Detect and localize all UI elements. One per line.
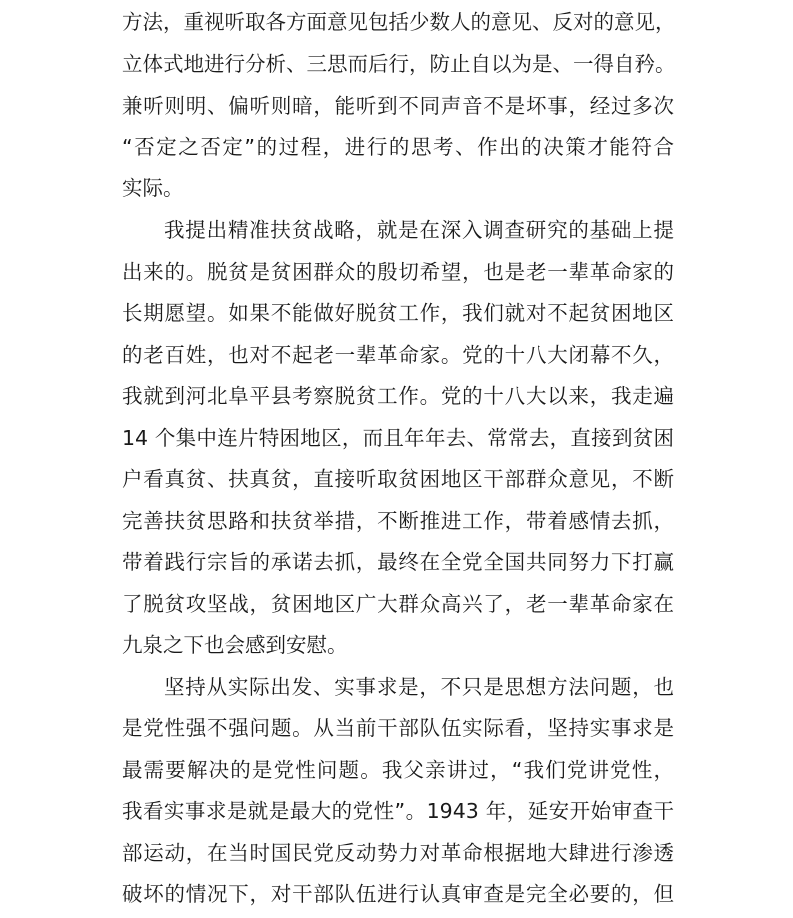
text-line: “否定之否定”的过程，进行的思考、作出的决策才能符合 <box>122 135 674 159</box>
paragraph-first-line: 我提出精准扶贫战略，就是在深入调查研究的基础上提 <box>164 218 674 242</box>
text-line: 方法，重视听取各方面意见包括少数人的意见、反对的意见， <box>122 10 676 34</box>
text-line: 的老百姓，也对不起老一辈革命家。党的十八大闭幕不久， <box>122 343 674 367</box>
text-line: 出来的。脱贫是贫困群众的殷切希望，也是老一辈革命家的 <box>122 260 674 284</box>
text-line: 最需要解决的是党性问题。我父亲讲过，“我们党讲党性， <box>122 758 674 782</box>
paragraph-first-line: 坚持从实际出发、实事求是，不只是思想方法问题，也 <box>164 675 674 699</box>
text-line: 立体式地进行分析、三思而后行，防止自以为是、一得自矜。 <box>122 52 676 76</box>
text-line: 完善扶贫思路和扶贫举措，不断推进工作，带着感情去抓， <box>122 509 674 533</box>
text-line: 了脱贫攻坚战，贫困地区广大群众高兴了，老一辈革命家在 <box>122 592 674 616</box>
text-line: 户看真贫、扶真贫，直接听取贫困地区干部群众意见，不断 <box>122 467 674 491</box>
text-line: 部运动，在当时国民党反动势力对革命根据地大肆进行渗透 <box>122 841 674 865</box>
text-line: 九泉之下也会感到安慰。 <box>122 633 348 657</box>
text-line: 我就到河北阜平县考察脱贫工作。党的十八大以来，我走遍 <box>122 384 674 408</box>
text-line: 是党性强不强问题。从当前干部队伍实际看，坚持实事求是 <box>122 716 674 740</box>
text-line: 14 个集中连片特困地区，而且年年去、常常去，直接到贫困 <box>122 426 674 450</box>
text-line: 兼听则明、偏听则暗，能听到不同声音不是坏事，经过多次 <box>122 94 674 118</box>
text-line: 我看实事求是就是最大的党性”。1943 年，延安开始审查干 <box>122 799 674 823</box>
text-line: 长期愿望。如果不能做好脱贫工作，我们就对不起贫困地区 <box>122 301 674 325</box>
text-line: 实际。 <box>122 176 184 200</box>
text-line: 带着践行宗旨的承诺去抓，最终在全党全国共同努力下打赢 <box>122 550 674 574</box>
text-line: 破坏的情况下，对干部队伍进行认真审查是完全必要的，但 <box>122 882 674 906</box>
